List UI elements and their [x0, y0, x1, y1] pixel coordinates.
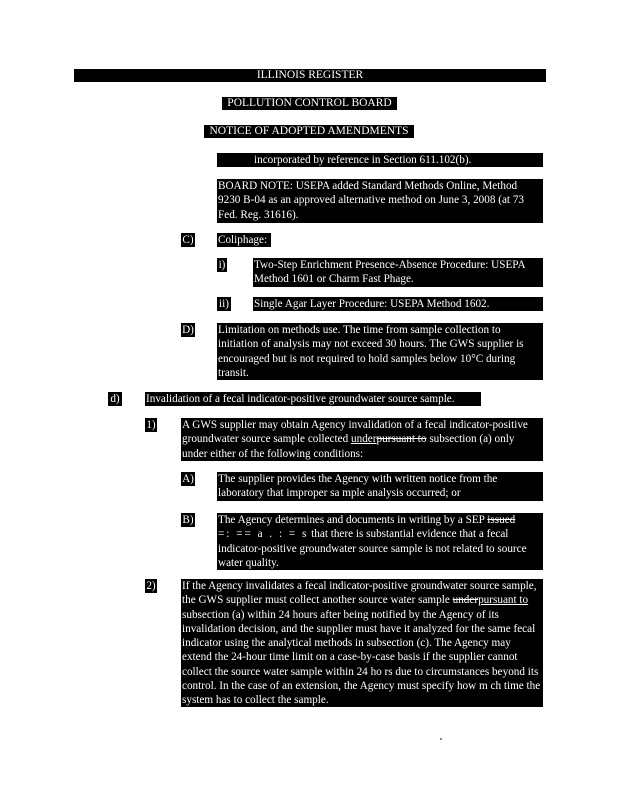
para-2-text: If the Agency invalidates a fecal indicator-positive groundwater source sample, the GWS supplier must collect another source water sample underpursuant to subsection (a) within 24 hours after being notified by the Agency of its invalidation decision, and the supplier must have it analyzed for the same fecal indicator using the analytical methods in subsection (c). The Agency may extend the 24-hour time limit on a case-by-case basis if the supplier cannot collect the source water sample within 24 ho rs due to circumstances beyond its control. In the case of an extension, the Agency must specify how m ch time the system has to collect the sample.: [181, 579, 543, 707]
para-label-1: 1): [146, 419, 156, 431]
condition-label-b: B): [182, 514, 194, 526]
para-label-2: 2): [146, 580, 156, 592]
condition-b-text: The Agency determines and documents in writing by a SEP issued =: == a . : = s that there is substantial evidence that a fecal indicator-positive groundwater source sample is not related to source water quality.: [217, 513, 543, 570]
coliphage-method-1601: Two-Step Enrichment Presence-Absence Procedure: USEPA Method 1601 or Charm Fast Phage.: [253, 258, 543, 287]
incorporated-text: incorporated by reference in Section 611.102(b).: [217, 153, 543, 167]
coliphage-method-1602: Single Agar Layer Procedure: USEPA Method 1602.: [253, 297, 543, 311]
section-label-d: d): [108, 392, 122, 406]
condition-a-text: The supplier provides the Agency with written notice from the laboratory that improper sa mple analysis occurred; or: [217, 472, 543, 501]
struck-deletion: pursuant to: [376, 433, 427, 446]
scan-speck: [440, 738, 442, 740]
para-1-text: A GWS supplier may obtain Agency invalidation of a fecal indicator-positive groundwater source sample collected underpursuant to subsection (a) only under either of the following conditions:: [181, 418, 543, 461]
illegible-text: =: == a . : = s: [218, 528, 309, 541]
coliphage-title: Coliphage:: [217, 233, 271, 247]
underlined-insert: pursuant to: [478, 594, 529, 607]
struck-deletion: issued: [487, 514, 516, 526]
item-label-c: C): [182, 234, 194, 246]
notice-title: NOTICE OF ADOPTED AMENDMENTS: [204, 125, 414, 138]
board-title: POLLUTION CONTROL BOARD: [222, 97, 397, 110]
condition-label-a: A): [182, 473, 194, 485]
struck-deletion: under: [452, 594, 479, 607]
underlined-insert: under: [351, 433, 377, 446]
limitation-text: Limitation on methods use. The time from sample collection to initiation of analysis may not exceed 30 hours. The GWS supplier is encouraged but is not required to hold samples below 10°C during transit.: [217, 323, 543, 380]
item-label-c-ii: ii): [217, 297, 231, 311]
item-label-d-upper: D): [182, 324, 194, 336]
section-d-title: Invalidation of a fecal indicator-positive groundwater source sample.: [145, 392, 481, 406]
item-label-c-i: i): [218, 259, 226, 271]
register-title: ILLINOIS REGISTER: [74, 69, 546, 82]
board-note: BOARD NOTE: USEPA added Standard Methods Online, Method 9230 B-04 as an approved alternative method on June 3, 2008 (at 73 Fed. Reg. 31616).: [217, 179, 543, 223]
